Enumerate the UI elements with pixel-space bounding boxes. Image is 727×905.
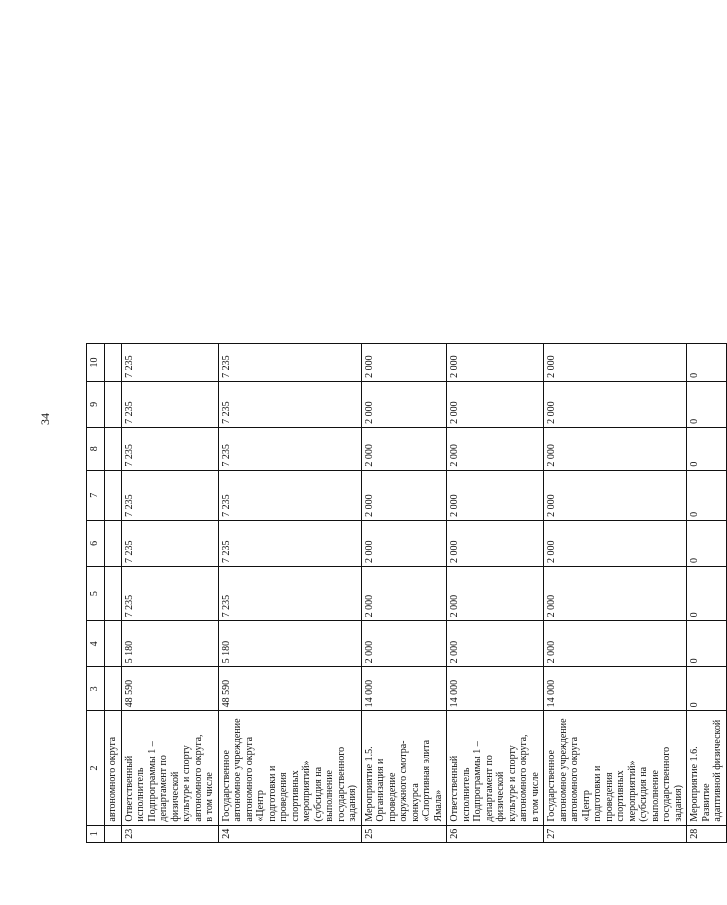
- value-cell: 7 235: [218, 520, 361, 566]
- empty-cell: [105, 667, 122, 711]
- row-description: Мероприятие 1.5. Организация и проведение окружного смотра-конкурса «Спортивная элита Ямала»: [361, 711, 447, 825]
- rotated-table-frame: [86, 343, 727, 843]
- value-cell: 2 000: [361, 381, 447, 427]
- value-cell: 2 000: [544, 344, 687, 382]
- value-cell: 48 590: [218, 667, 361, 711]
- empty-cell: [105, 381, 122, 427]
- value-cell: 2 000: [361, 427, 447, 470]
- table-row: [218, 344, 361, 843]
- column-header: 9: [87, 381, 105, 427]
- budget-table: [86, 343, 727, 843]
- value-cell: 5 180: [218, 621, 361, 667]
- row-number: 27: [544, 825, 687, 842]
- value-cell: 0: [687, 344, 727, 382]
- header-row: [87, 344, 105, 843]
- value-cell: 7 235: [218, 470, 361, 520]
- value-cell: 0: [687, 381, 727, 427]
- value-cell: 14 000: [544, 667, 687, 711]
- table-row: [121, 344, 218, 843]
- value-cell: 2 000: [544, 621, 687, 667]
- value-cell: 2 000: [447, 566, 544, 620]
- row-number: 24: [218, 825, 361, 842]
- empty-cell: [105, 344, 122, 382]
- column-header: 2: [87, 711, 105, 825]
- value-cell: 2 000: [447, 470, 544, 520]
- continuation-row: [105, 344, 122, 843]
- row-number: 25: [361, 825, 447, 842]
- row-description: Государственное автономное учреждение автономного округа «Центр подготовки и проведения спортивных мероприятий» (субсидия на выполнение государственного задания): [218, 711, 361, 825]
- value-cell: 2 000: [544, 381, 687, 427]
- row-description: Государственное автономное учреждение автономного округа «Центр подготовки и проведения спортивных мероприятий» (субсидия на выполнение государственного задания): [544, 711, 687, 825]
- value-cell: 0: [687, 520, 727, 566]
- value-cell: 0: [687, 667, 727, 711]
- value-cell: 2 000: [447, 520, 544, 566]
- column-header: 5: [87, 566, 105, 620]
- value-cell: 2 000: [544, 566, 687, 620]
- value-cell: 2 000: [361, 520, 447, 566]
- column-header: 7: [87, 470, 105, 520]
- value-cell: 7 235: [218, 344, 361, 382]
- value-cell: 2 000: [361, 470, 447, 520]
- value-cell: 2 000: [361, 566, 447, 620]
- value-cell: 0: [687, 621, 727, 667]
- row-description: Ответственный исполнитель Подпрограммы 1 – департамент по физической культуре и спорту автономного округа, в том числе: [121, 711, 218, 825]
- empty-cell: [105, 520, 122, 566]
- value-cell: 2 000: [447, 621, 544, 667]
- value-cell: 2 000: [361, 344, 447, 382]
- column-header: 4: [87, 621, 105, 667]
- value-cell: 2 000: [544, 427, 687, 470]
- continuation-text: автономного округа: [105, 711, 122, 825]
- value-cell: 7 235: [121, 566, 218, 620]
- value-cell: 2 000: [544, 520, 687, 566]
- column-header: 1: [87, 825, 105, 842]
- column-header: 8: [87, 427, 105, 470]
- value-cell: 5 180: [121, 621, 218, 667]
- empty-cell: [105, 427, 122, 470]
- row-number: 28: [687, 825, 727, 842]
- value-cell: 0: [687, 427, 727, 470]
- value-cell: 7 235: [218, 566, 361, 620]
- value-cell: 48 590: [121, 667, 218, 711]
- column-header: 3: [87, 667, 105, 711]
- row-description: Ответственный исполнитель Подпрограммы 1 – департамент по физической культуре и спорту автономного округа, в том числе: [447, 711, 544, 825]
- empty-cell: [105, 825, 122, 842]
- column-header: 6: [87, 520, 105, 566]
- value-cell: 7 235: [121, 381, 218, 427]
- empty-cell: [105, 621, 122, 667]
- value-cell: 7 235: [121, 344, 218, 382]
- value-cell: 2 000: [447, 427, 544, 470]
- empty-cell: [105, 470, 122, 520]
- column-header: 10: [87, 344, 105, 382]
- value-cell: 7 235: [121, 427, 218, 470]
- value-cell: 7 235: [218, 427, 361, 470]
- value-cell: 2 000: [447, 381, 544, 427]
- value-cell: 7 235: [121, 470, 218, 520]
- value-cell: 14 000: [361, 667, 447, 711]
- empty-cell: [105, 566, 122, 620]
- value-cell: 2 000: [361, 621, 447, 667]
- rotated-table-container: [86, 28, 723, 843]
- page-number: 34: [38, 413, 52, 425]
- table-row: [687, 344, 727, 843]
- value-cell: 2 000: [544, 470, 687, 520]
- value-cell: 7 235: [218, 381, 361, 427]
- value-cell: 0: [687, 470, 727, 520]
- table-row: [361, 344, 447, 843]
- row-description: Мероприятие 1.6. Развитие адаптивной физической: [687, 711, 727, 825]
- row-number: 23: [121, 825, 218, 842]
- table-row: [447, 344, 544, 843]
- row-number: 26: [447, 825, 544, 842]
- value-cell: 14 000: [447, 667, 544, 711]
- value-cell: 0: [687, 566, 727, 620]
- value-cell: 7 235: [121, 520, 218, 566]
- table-row: [544, 344, 687, 843]
- value-cell: 2 000: [447, 344, 544, 382]
